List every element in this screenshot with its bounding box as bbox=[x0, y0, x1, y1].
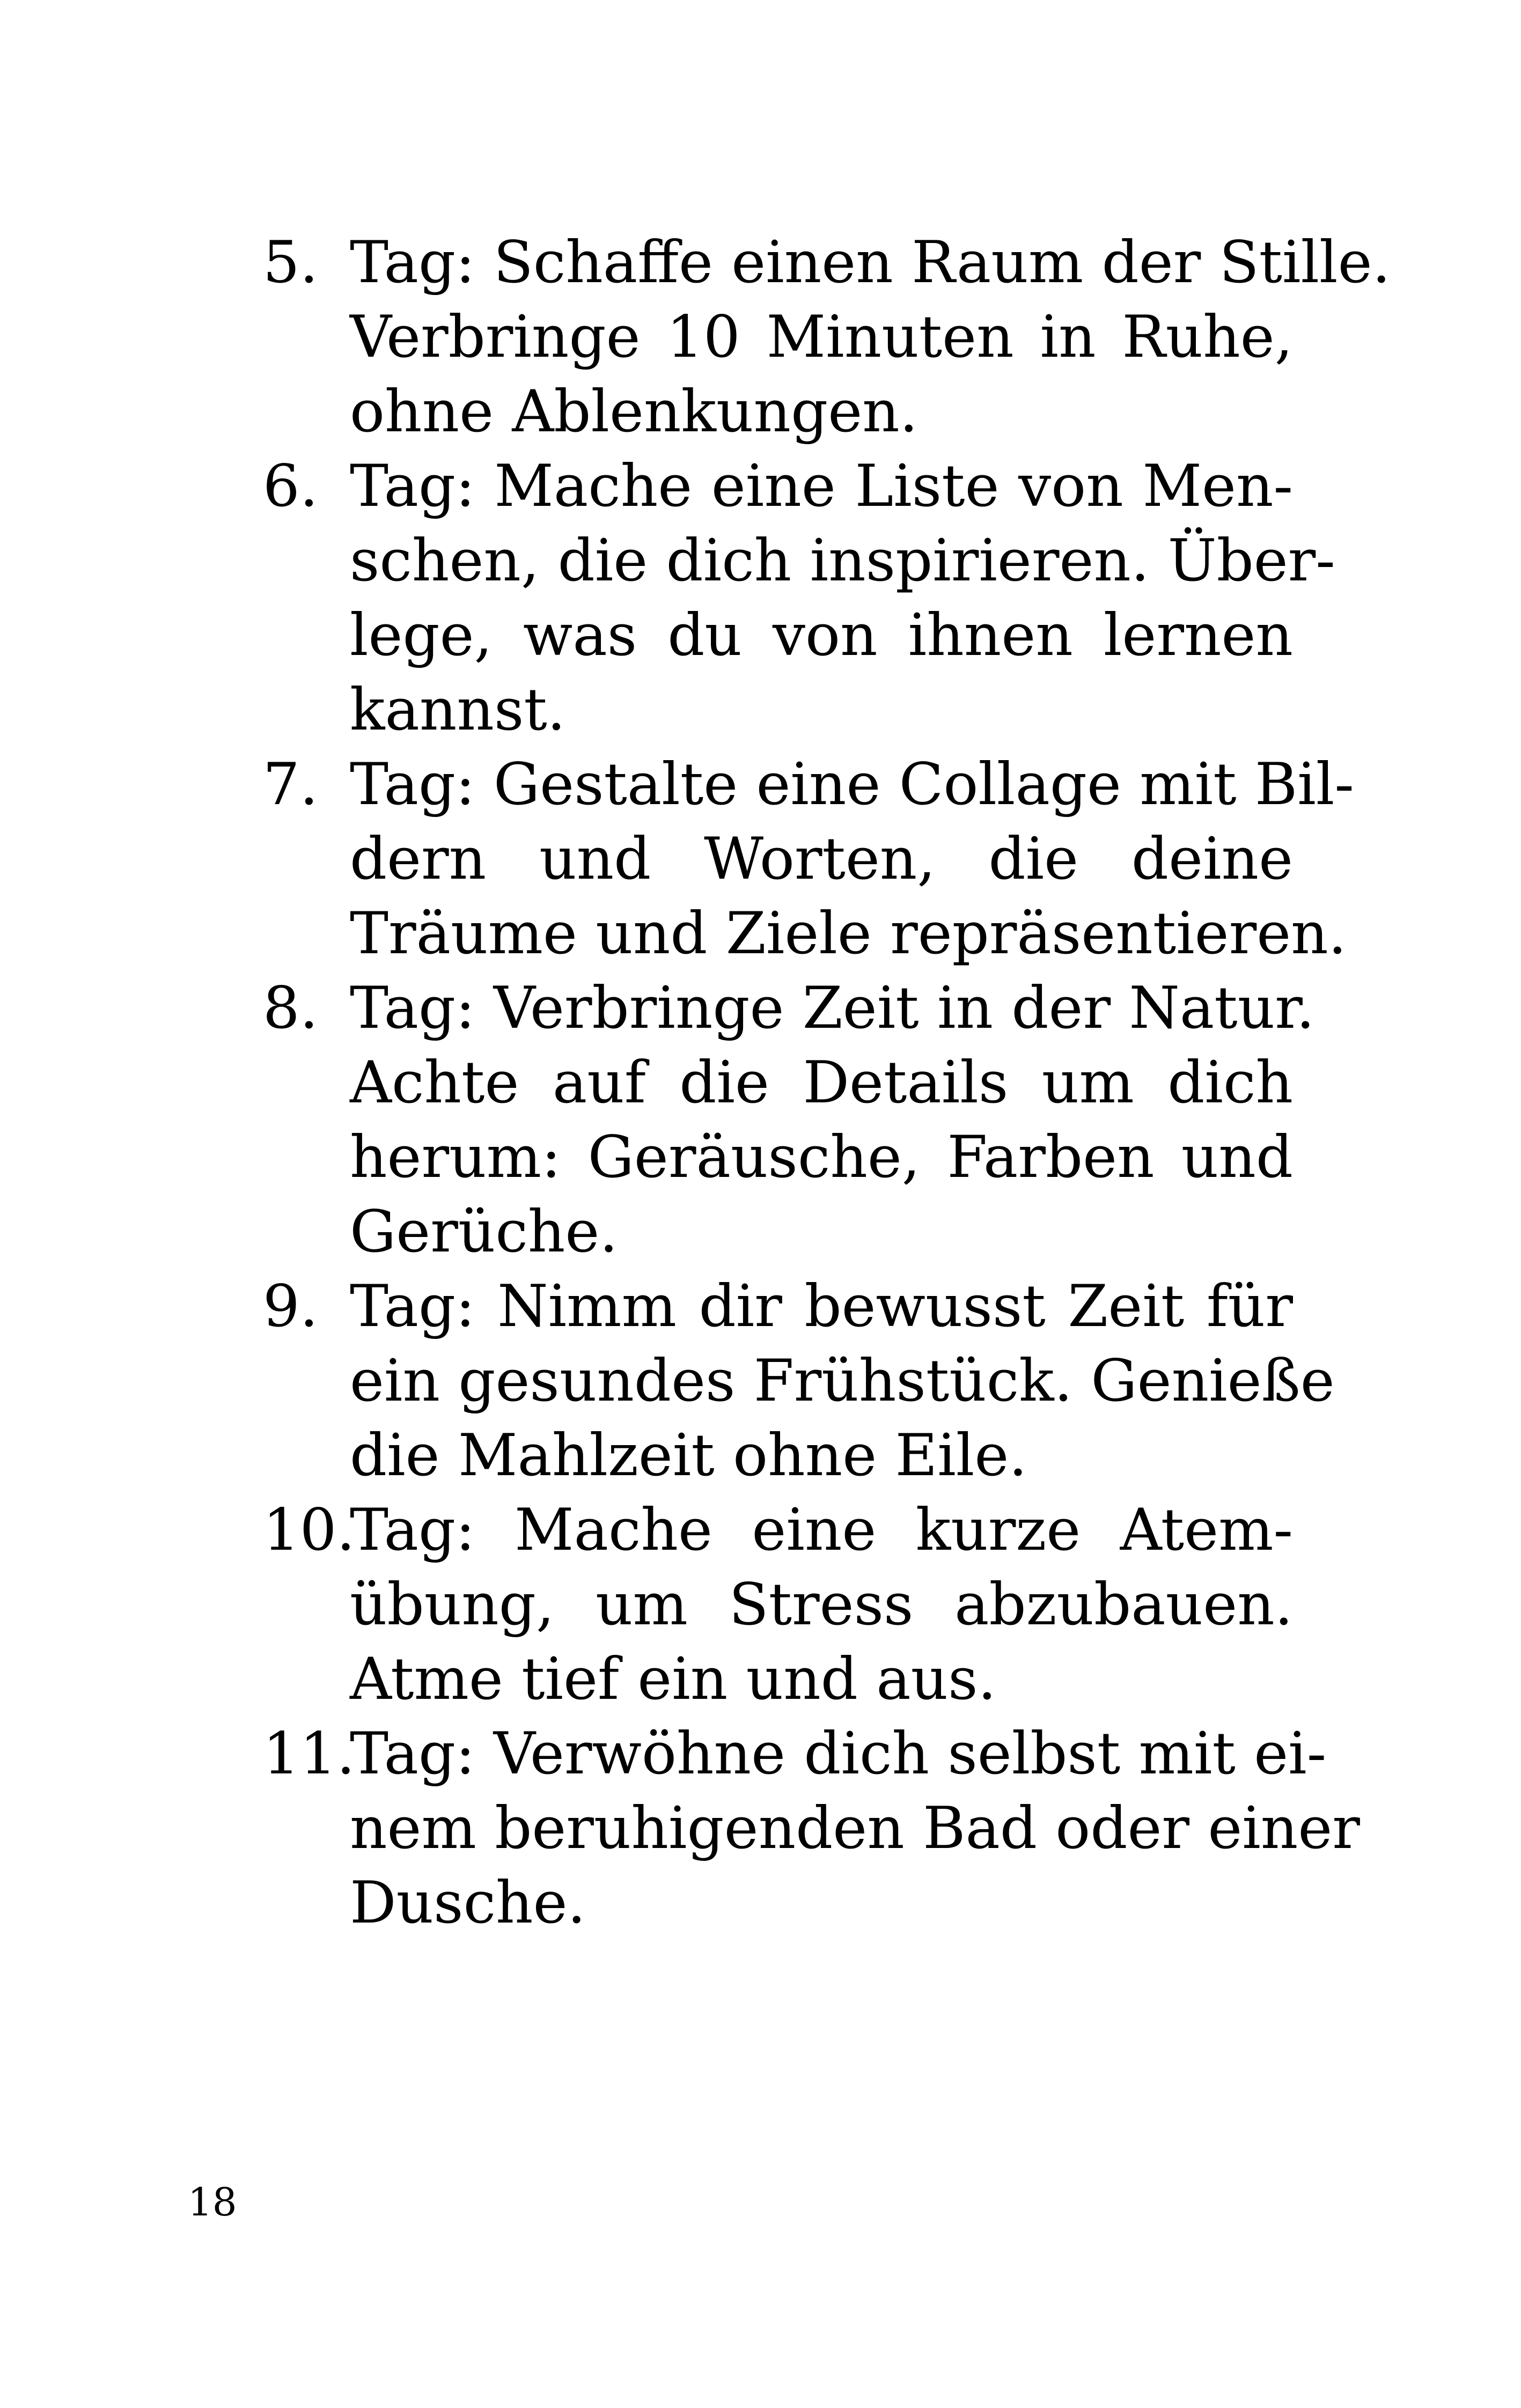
item-line: Tag: Nimm dir bewusst Zeit für bbox=[350, 1273, 1293, 1340]
item-line: die Mahlzeit ohne Eile. bbox=[350, 1422, 1027, 1489]
list-item bbox=[263, 225, 1391, 449]
list-item bbox=[263, 747, 1354, 971]
item-number: 7. bbox=[263, 751, 319, 818]
item-number: 10. bbox=[263, 1497, 355, 1564]
item-line: ohne Ablenkungen. bbox=[350, 378, 919, 445]
item-line: Tag: Schaffe einen Raum der Stille. bbox=[350, 229, 1391, 296]
item-line: Gerüche. bbox=[350, 1198, 618, 1265]
item-line: dern und Worten, die deine bbox=[350, 826, 1293, 893]
item-number: 5. bbox=[263, 229, 319, 296]
day-list bbox=[263, 225, 1391, 1940]
item-line: Verbringe 10 Minuten in Ruhe, bbox=[350, 304, 1293, 371]
list-item bbox=[263, 971, 1315, 1269]
list-item bbox=[263, 1269, 1335, 1493]
item-line: kannst. bbox=[350, 676, 566, 743]
item-line: schen, die dich inspirieren. Über- bbox=[350, 527, 1335, 594]
item-line: Atme tief ein und aus. bbox=[350, 1646, 996, 1713]
item-line: nem beruhigenden Bad oder einer bbox=[350, 1795, 1360, 1862]
item-line: übung, um Stress abzubauen. bbox=[350, 1571, 1293, 1638]
item-line: Tag: Verwöhne dich selbst mit ei- bbox=[350, 1720, 1327, 1787]
item-line: Träume und Ziele repräsentieren. bbox=[350, 900, 1347, 967]
page-number: 18 bbox=[188, 2179, 237, 2225]
list-item bbox=[263, 1493, 1293, 1717]
item-line: Achte auf die Details um dich bbox=[350, 1049, 1293, 1116]
list-item bbox=[263, 1717, 1360, 1940]
item-number: 9. bbox=[263, 1273, 319, 1340]
item-line: Tag: Gestalte eine Collage mit Bil- bbox=[350, 751, 1354, 818]
item-number: 6. bbox=[263, 453, 319, 520]
item-number: 11. bbox=[263, 1720, 355, 1787]
item-number: 8. bbox=[263, 975, 319, 1042]
item-line: Tag: Verbringe Zeit in der Natur. bbox=[350, 975, 1315, 1042]
item-line: Tag: Mache eine kurze Atem- bbox=[350, 1497, 1293, 1564]
item-line: Dusche. bbox=[350, 1869, 586, 1936]
item-line: Tag: Mache eine Liste von Men- bbox=[350, 453, 1293, 520]
item-line: herum: Geräusche, Farben und bbox=[350, 1124, 1293, 1191]
list-item bbox=[263, 449, 1335, 747]
item-line: ein gesundes Frühstück. Genieße bbox=[350, 1347, 1335, 1415]
item-line: lege, was du von ihnen lernen bbox=[350, 602, 1293, 669]
